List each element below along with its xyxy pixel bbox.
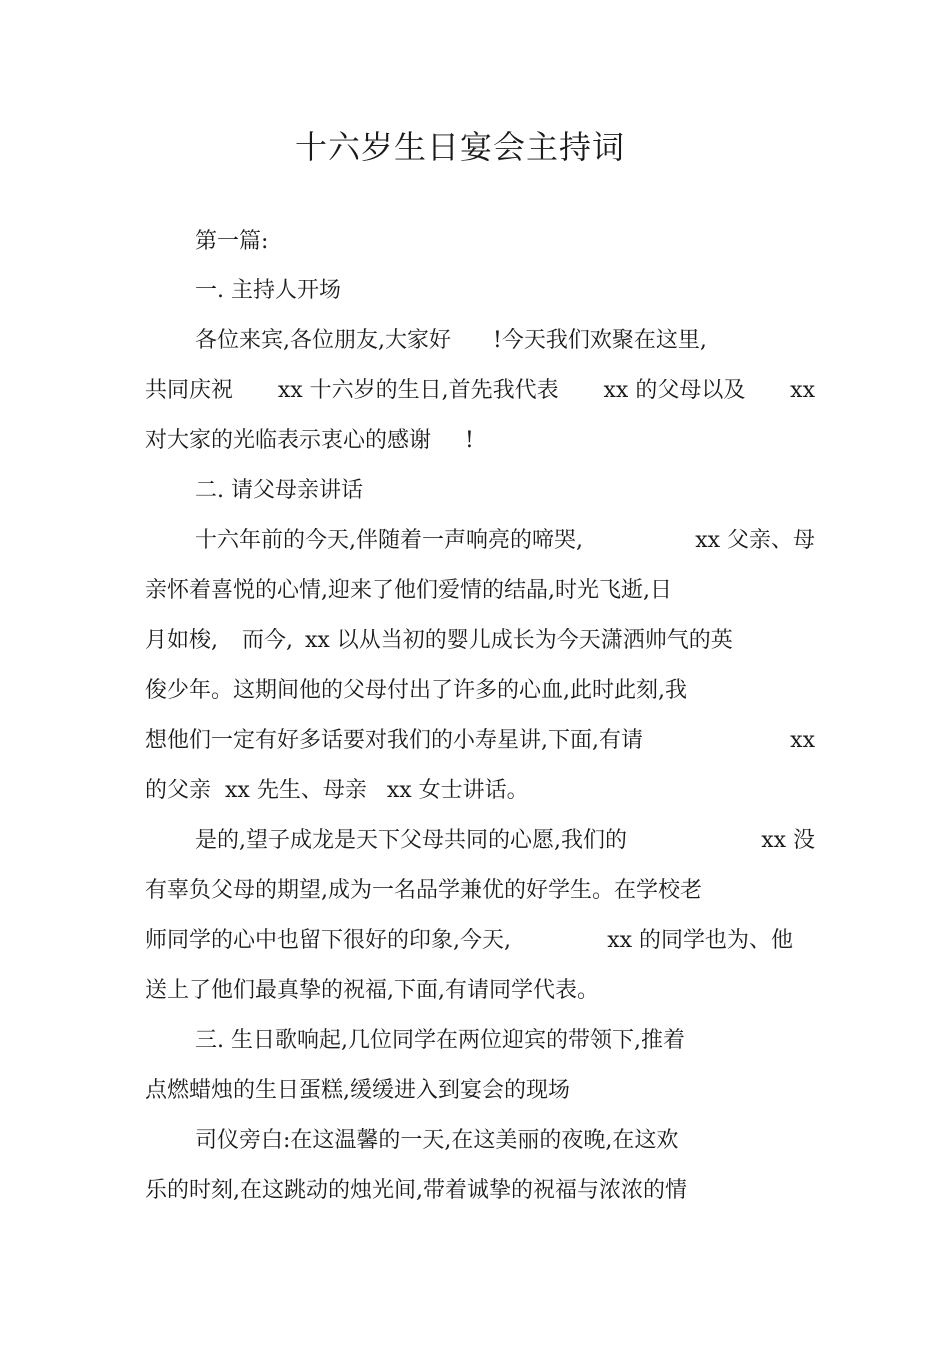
text-segment: 各位来宾,各位朋友,大家好 [195,328,451,353]
text-segment: xx [790,728,815,753]
text-line [145,975,815,1007]
text-line [145,425,815,457]
text-line [195,525,815,557]
text-segment: 而今, [242,628,293,653]
text-segment: 是的,望子成龙是天下父母共同的心愿,我们的 [195,828,627,853]
text-line [145,1175,815,1207]
text-segment: 的父亲 [145,778,212,803]
text-segment: 二. 请父母亲讲话 [195,478,363,503]
text-segment: ! [465,428,474,453]
text-segment: 点燃蜡烛的生日蛋糕,缓缓进入到宴会的现场 [145,1078,570,1103]
text-segment: xx 十六岁的生日,首先我代表 [277,378,559,403]
text-segment: 乐的时刻,在这跳动的烛光间,带着诚挚的祝福与浓浓的情 [145,1178,687,1203]
text-line [145,375,815,407]
text-segment: 十六年前的今天,伴随着一声响亮的啼哭, [195,528,583,553]
text-segment: 共同庆祝 [145,378,234,403]
text-line [145,675,815,707]
text-segment: xx 女士讲话。 [386,778,529,803]
text-segment: 有辜负父母的期望,成为一名品学兼优的好学生。在学校老 [145,878,702,903]
text-line [195,1025,815,1057]
text-segment: 俊少年。这期间他的父母付出了许多的心血,此时此刻,我 [145,678,687,703]
text-segment: 一. 主持人开场 [195,278,341,303]
text-segment: 三. 生日歌响起,几位同学在两位迎宾的带领下,推着 [195,1028,685,1053]
text-segment: xx 先生、母亲 [225,778,367,803]
text-segment: 想他们一定有好多话要对我们的小寿星讲,下面,有请 [145,728,643,753]
text-line [145,1075,815,1107]
text-line [195,1125,815,1157]
text-segment: xx 的父母以及 [603,378,746,403]
text-line [195,475,815,507]
text-segment: xx [790,378,815,403]
text-line [195,825,815,857]
text-segment: xx 没 [761,828,815,853]
text-line [145,925,793,957]
document-title: 十六岁生日宴会主持词 [294,128,625,166]
text-line [195,226,815,258]
text-segment: 月如梭, [145,628,218,653]
text-line [145,625,815,657]
text-segment: 第一篇: [195,229,269,254]
text-segment: 送上了他们最真挚的祝福,下面,有请同学代表。 [145,978,599,1003]
text-segment: xx 的同学也为、他 [607,928,793,953]
text-line [145,875,815,907]
text-segment: 对大家的光临表示衷心的感谢 [145,428,432,453]
text-segment: 师同学的心中也留下很好的印象,今天, [145,928,511,953]
text-line [145,725,815,757]
text-line [195,275,815,307]
text-segment: xx 父亲、母 [695,528,815,553]
text-segment: xx 以从当初的婴儿成长为今天潇洒帅气的英 [305,628,733,653]
text-segment: 亲怀着喜悦的心情,迎来了他们爱情的结晶,时光飞逝,日 [145,578,672,603]
text-line [195,325,765,357]
text-segment: 司仪旁白:在这温馨的一天,在这美丽的夜晚,在这欢 [195,1128,679,1153]
text-segment: !今天我们欢聚在这里, [493,328,707,353]
text-line [145,775,815,807]
text-line [145,575,815,607]
